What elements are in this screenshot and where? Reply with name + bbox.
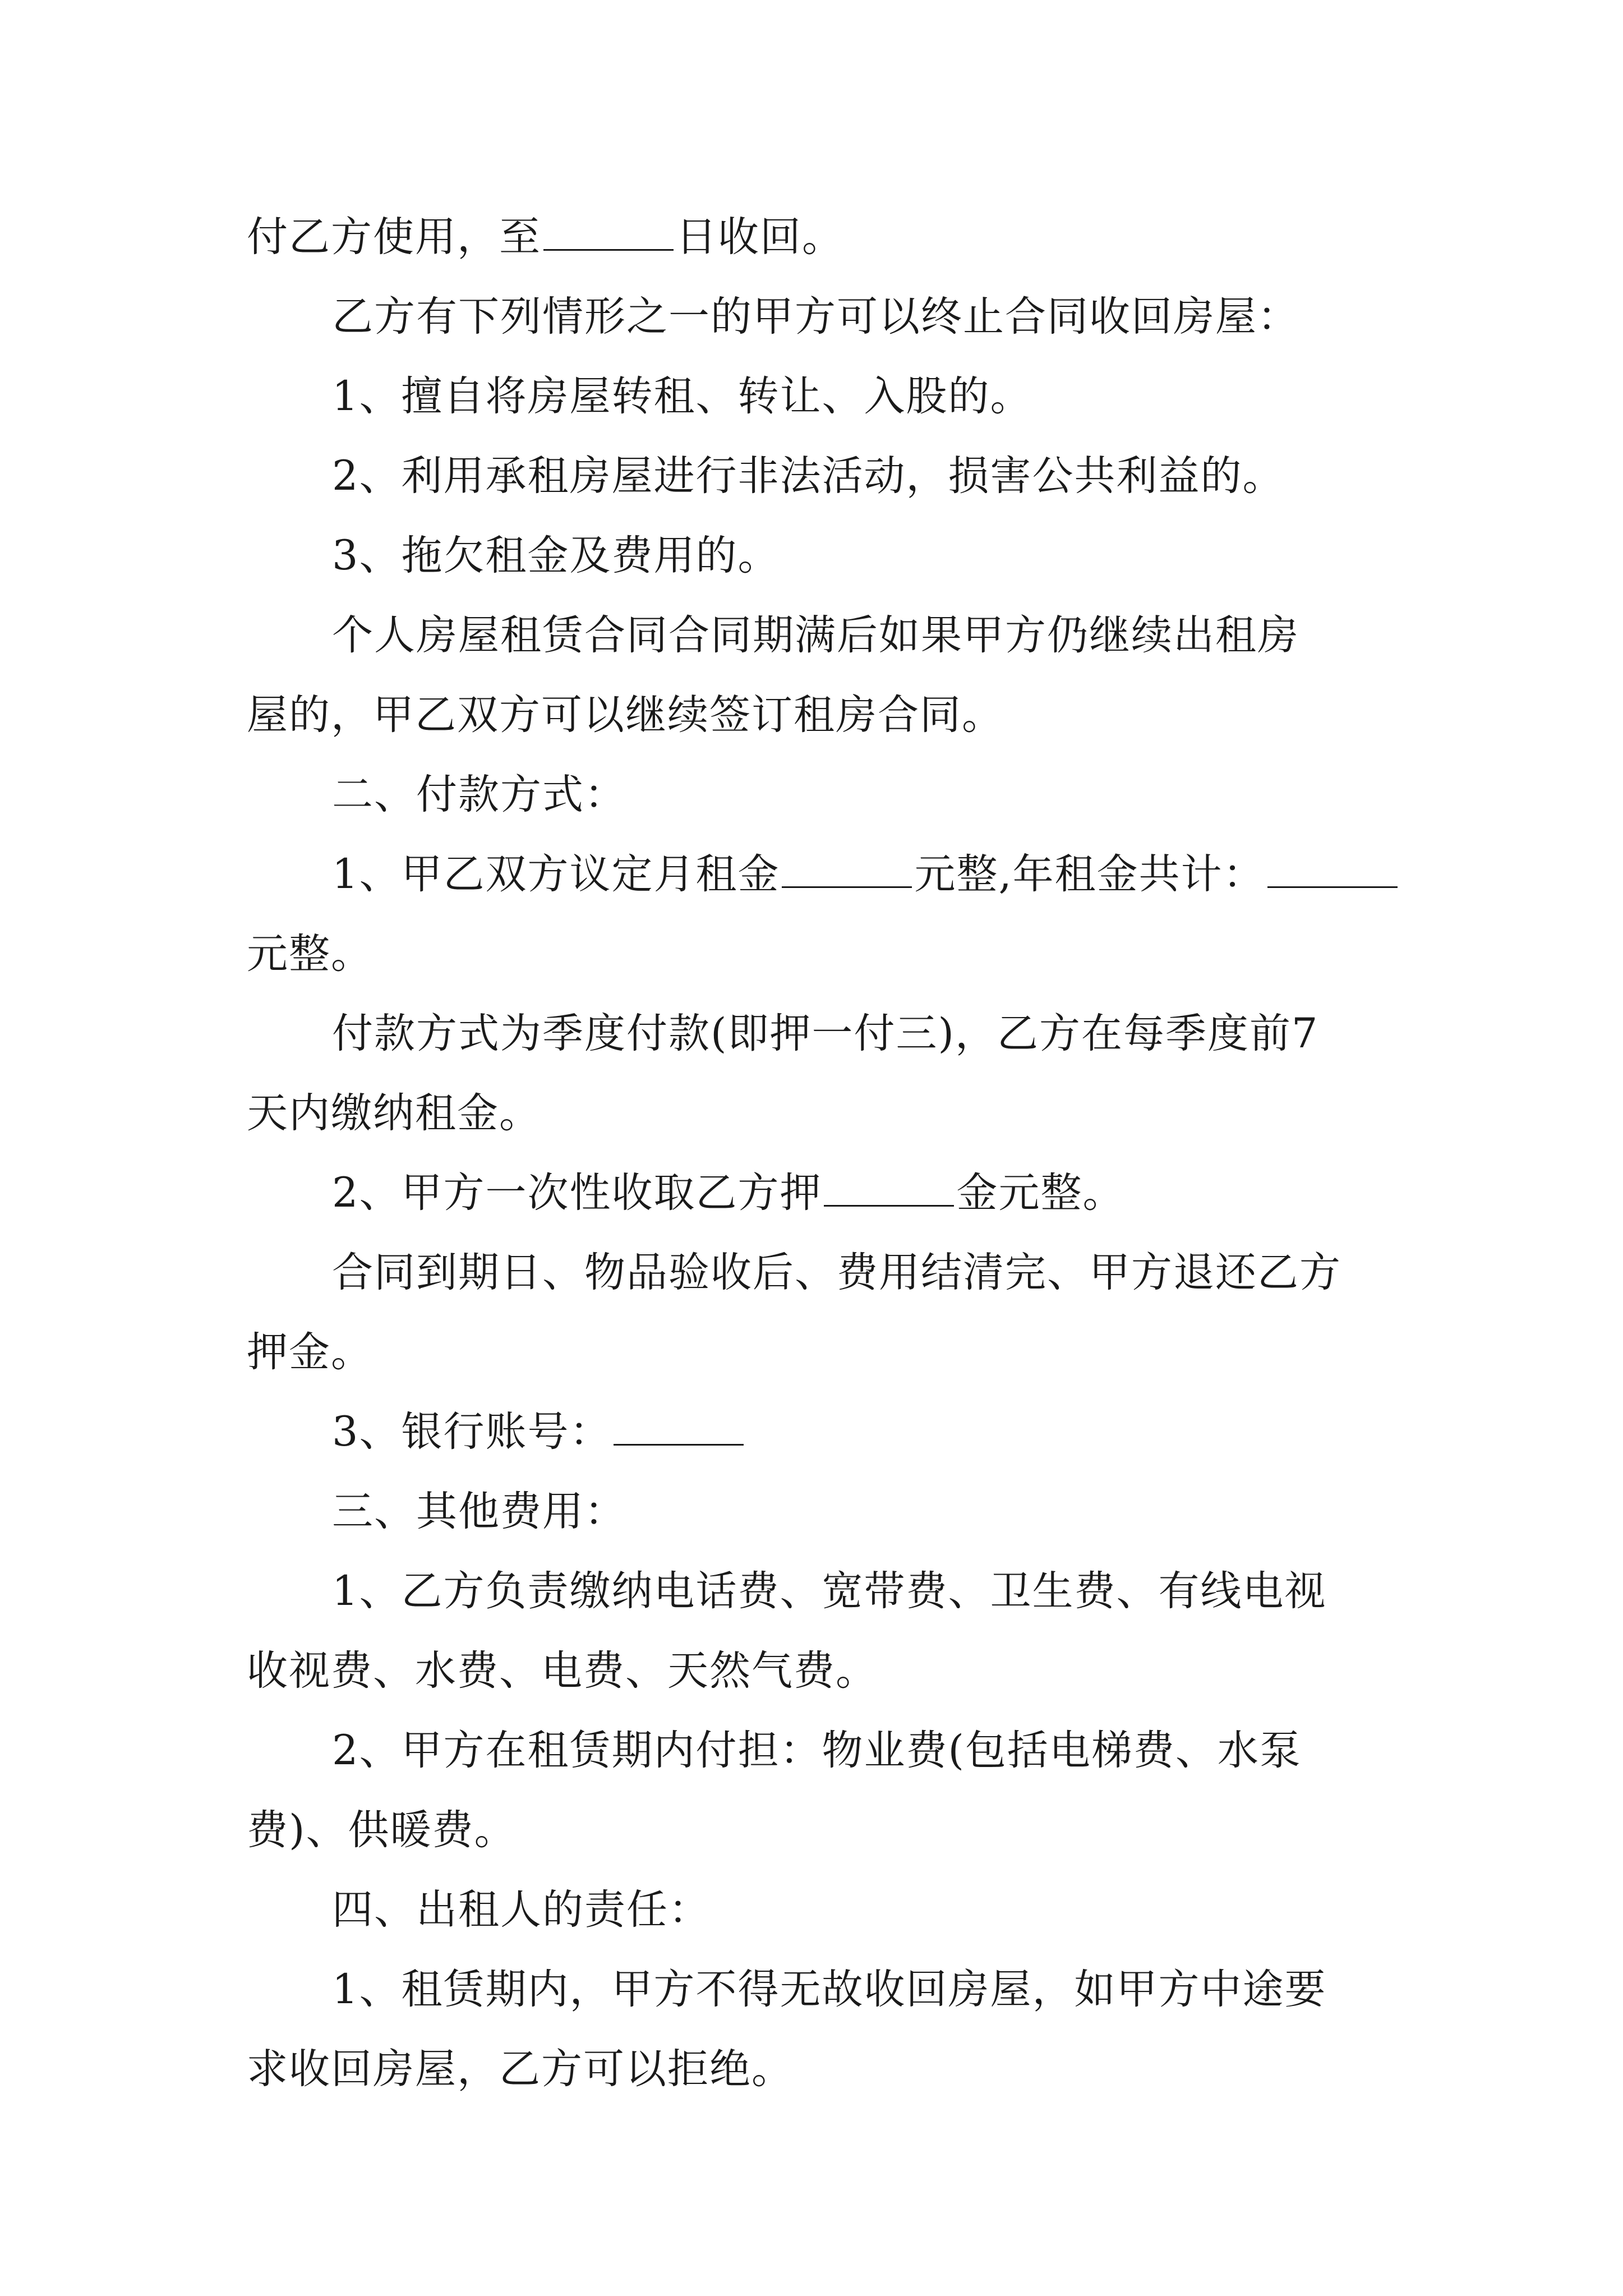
line-text: 3、银行账号： (332, 1408, 612, 1456)
line-text: 求收回房屋，乙方可以拒绝。 (247, 2045, 794, 2093)
section-heading (247, 1870, 1385, 1950)
fill-in-blank (543, 215, 674, 251)
line-text: 二、付款方式： (332, 771, 626, 818)
line-text: 付款方式为季度付款(即押一付三)，乙方在每季度前7 (332, 1010, 1319, 1057)
line-text: 乙方有下列情形之一的甲方可以终止合同收回房屋： (332, 293, 1299, 341)
paragraph-line (247, 1313, 1385, 1392)
line-text: 2、甲方一次性收取乙方押 (332, 1169, 822, 1217)
line-text: 1、擅自将房屋转租、转让、入股的。 (332, 372, 1032, 420)
line-text: 屋的，甲乙双方可以继续签订租房合同。 (247, 691, 1004, 739)
line-text: 收视费、水费、电费、天然气费。 (247, 1647, 878, 1695)
line-text: 1、乙方负责缴纳电话费、宽带费、卫生费、有线电视 (332, 1567, 1327, 1615)
fill-in-blank (1267, 853, 1398, 888)
line-text: 押金。 (247, 1328, 373, 1376)
paragraph-line (247, 2030, 1385, 2109)
section-heading (247, 1472, 1385, 1552)
paragraph-line (247, 596, 1385, 675)
line-text: 四、出租人的责任： (332, 1886, 711, 1934)
fill-in-blank (782, 853, 912, 888)
line-text: 2、甲方在租赁期内付担：物业费(包括电梯费、水泵 (332, 1727, 1302, 1774)
line-text: 2、利用承租房屋进行非法活动，损害公共利益的。 (332, 452, 1285, 500)
paragraph-line (247, 357, 1385, 436)
paragraph-line (247, 1233, 1385, 1313)
paragraph-line (247, 277, 1385, 357)
paragraph-line (247, 1711, 1385, 1791)
paragraph-line (247, 914, 1385, 994)
paragraph-line (247, 1791, 1385, 1870)
line-text: 1、甲乙双方议定月租金 (332, 850, 780, 898)
paragraph-line (247, 1074, 1385, 1153)
paragraph-line (247, 835, 1385, 914)
paragraph-line (247, 994, 1385, 1074)
line-text: 合同到期日、物品验收后、费用结清完、甲方退还乙方 (332, 1249, 1341, 1296)
line-text: 金元整。 (956, 1169, 1125, 1217)
line-text: 3、拖欠租金及费用的。 (332, 532, 780, 579)
paragraph-line (247, 436, 1385, 516)
line-text: 日收回。 (676, 213, 844, 261)
line-text: 元整。 (247, 930, 373, 978)
paragraph-line (247, 1552, 1385, 1631)
line-text: 天内缴纳租金。 (247, 1089, 541, 1137)
line-text: 元整,年租金共计： (914, 850, 1265, 898)
line-text: 个人房屋租赁合同合同期满后如果甲方仍继续出租房 (332, 611, 1299, 659)
paragraph-line (247, 516, 1385, 596)
paragraph-line (247, 675, 1385, 755)
fill-in-blank (824, 1171, 954, 1207)
paragraph-line (247, 1392, 1385, 1472)
line-text: 1、租赁期内，甲方不得无故收回房屋，如甲方中途要 (332, 1966, 1327, 2013)
line-text: 付乙方使用，至 (247, 213, 541, 261)
document-body (247, 197, 1385, 2109)
line-text: 费)、供暖费。 (247, 1806, 517, 1854)
paragraph-line (247, 1631, 1385, 1711)
line-text: 三、其他费用： (332, 1488, 626, 1535)
section-heading (247, 755, 1385, 835)
fill-in-blank (614, 1410, 744, 1446)
paragraph-line (247, 1153, 1385, 1233)
paragraph-line (247, 1950, 1385, 2030)
paragraph-line (247, 197, 1385, 277)
